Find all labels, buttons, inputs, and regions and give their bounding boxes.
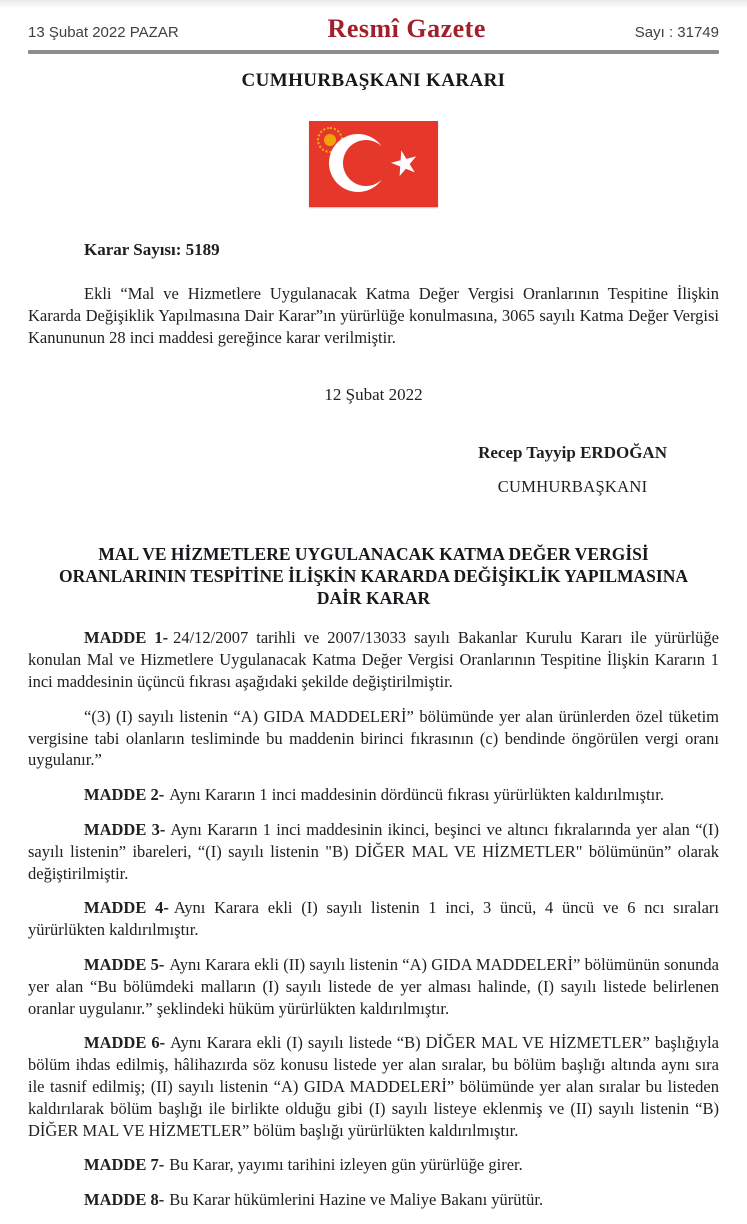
articles-section [0,627,747,1211]
article-1-label: MADDE 1- [84,628,169,648]
article-5-paragraph [28,954,719,1019]
article-1-paragraph [28,627,719,692]
article-5-text: Aynı Karara ekli (II) sayılı listenin “A) GIDA MADDELERİ” bölümünün sonunda yer alan “Bu bölümdeki malların (I) sayılı listede de yer alması halinde, (I) sayılı listede belirlenen oranlar uygulanır.” şeklindeki hüküm yürürlükten kaldırılmıştır. [28,954,719,1018]
flag-crescent-icon [329,134,387,192]
regulation-title-line-1: MAL VE HİZMETLERE UYGULANACAK KATMA DEĞER VERGİSİ [98,544,649,565]
regulation-title-line-2: ORANLARININ TESPİTİNE İLİŞKİN KARARDA DEĞİŞİKLİK YAPILMASINA [58,566,688,587]
article-4-text: Aynı Karara ekli (I) sayılı listenin 1 inci, 3 üncü, 4 üncü ve 6 ncı sıraları yürürlükten kaldırılmıştır. [28,898,719,940]
article-7-label: MADDE 7- [84,1155,165,1175]
decree-heading: CUMHURBAŞKANI KARARI [241,70,506,91]
header-rule [28,50,719,54]
gazette-header [0,8,747,50]
article-3-paragraph [28,819,719,884]
article-2-text: Aynı Kararın 1 inci maddesinin dördüncü fıkrası yürürlükten kaldırılmıştır. [169,785,664,805]
presidential-flag-image [309,121,438,207]
signature-block [478,443,667,497]
decree-date: 12 Şubat 2022 [324,385,423,405]
article-7-paragraph [28,1154,719,1176]
article-6-paragraph [28,1032,719,1141]
article-4-label: MADDE 4- [84,898,169,918]
article-8-text: Bu Karar hükümlerini Hazine ve Maliye Bakanı yürütür. [169,1190,544,1210]
page-top-strip [0,0,747,8]
quoted-amendment-text: “(3) (I) sayılı listenin “A) GIDA MADDELERİ” bölümünde yer alan ürünlerden özel tüketim vergisine tabi olanların tesliminde bu maddenin birinci fıkrasının (c) bendinde öngörülen vergi oranı uygulanır.” [28,706,719,770]
article-3-text: Aynı Kararın 1 inci maddesinin ikinci, beşinci ve altıncı fıkralarında yer alan “(I) sayılı listenin” ibareleri, “(I) sayılı listenin "B) DİĞER MAL VE HİZMETLER" bölümünün” olarak değiştirilmiştir. [28,819,719,883]
article-7-text: Bu Karar, yayımı tarihini izleyen gün yürürlüğe girer. [169,1155,523,1175]
regulation-title-line-3: DAİR KARAR [316,588,431,609]
article-1-text: 24/12/2007 tarihli ve 2007/13033 sayılı Bakanlar Kurulu Kararı ile yürürlüğe konulan Mal ve Hizmetlere Uygulanacak Katma Değer Vergisi Oranlarının Tespitine İlişkin Kararın 1 inci maddesinin üçüncü fıkrası aşağıdaki şekilde değiştirilmiştir. [28,628,719,691]
gazette-date: 13 Şubat 2022 PAZAR [28,24,179,41]
quoted-amendment-paragraph [28,706,719,771]
decision-number: Karar Sayısı: 5189 [84,240,220,259]
article-3-label: MADDE 3- [84,819,166,839]
article-2-label: MADDE 2- [84,785,165,805]
gazette-masthead: Resmî Gazete [327,14,486,43]
article-8-paragraph [28,1189,719,1211]
article-4-paragraph [28,897,719,941]
flag-star-icon [388,147,421,180]
signatory-name: Recep Tayyip ERDOĞAN [478,443,667,463]
gazette-issue-number: Sayı : 31749 [634,24,719,41]
decree-preamble: Ekli “Mal ve Hizmetlere Uygulanacak Katma Değer Vergisi Oranlarının Tespitine İlişkin Kararda Değişiklik Yapılmasına Dair Karar”ın yürürlüğe konulmasına, 3065 sayılı Katma Değer Vergisi Kanununun 28 inci maddesi gereğince karar verilmiştir. [28,284,719,347]
article-5-label: MADDE 5- [84,954,165,974]
article-6-text: Aynı Karara ekli (I) sayılı listede “B) DİĞER MAL VE HİZMETLER” başlığıyla bölüm ihdas edilmiş, hâlihazırda söz konusu listede yer alan sıralar, bu bölüm başlığı altında aynı sıra ile tasnif edilmiş; (II) sayılı listenin “A) GIDA MADDELERİ” bölümünde yer alan sıralar bu listeden kaldırılarak bölüm başlığı ile birlikte olduğu gibi (I) sayılı listeye eklenmiş ve (II) sayılı listenin “B) DİĞER MAL VE HİZMETLER” bölüm başlığı yürürlükten kaldırılmıştır. [28,1033,719,1140]
article-8-label: MADDE 8- [84,1190,165,1210]
signatory-title: CUMHURBAŞKANI [497,477,648,497]
regulation-title [40,543,707,609]
article-6-label: MADDE 6- [84,1033,166,1053]
article-2-paragraph [28,784,719,806]
